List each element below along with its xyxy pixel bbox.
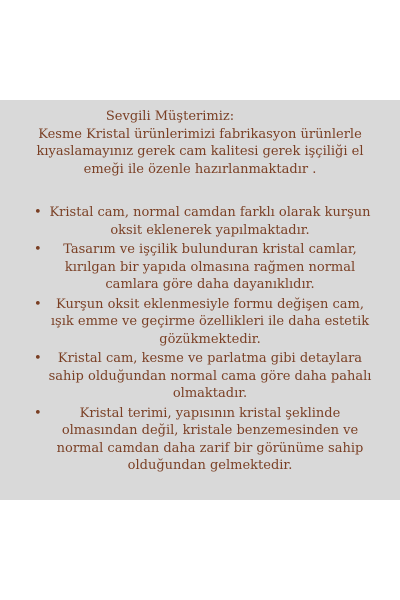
bullet-icon: •	[34, 205, 42, 220]
list-item	[0, 405, 400, 475]
bullet-text: Kristal terimi, yapısının kristal şeklinde olmasından değil, kristale benzemesinden ve normal camdan daha zarif bir görünüme sahip olduğundan gelmektedir.	[56, 405, 364, 473]
intro-block	[0, 108, 400, 178]
bullet-text: Kristal cam, kesme ve parlatma gibi detaylara sahip olduğundan normal cama göre daha pahalı olmaktadır.	[48, 351, 372, 401]
list-item	[0, 241, 400, 294]
bullet-text: Kurşun oksit eklenmesiyle formu değişen cam, ışık emme ve geçirme özellikleri ile daha estetik gözükmektedir.	[50, 296, 370, 347]
list-item	[0, 350, 400, 403]
bullet-list	[0, 204, 400, 477]
bullet-icon: •	[34, 242, 42, 257]
bullet-icon: •	[34, 296, 42, 312]
intro-text: Kesme Kristal ürünlerimizi fabrikasyon ürünlerle kıyaslamayınız gerek cam kalitesi gerek işçiliği el emeği ile özenle hazırlanmaktadır .	[36, 126, 364, 177]
bullet-icon: •	[34, 405, 42, 421]
bullet-text: Kristal cam, normal camdan farklı olarak kurşun oksit eklenerek yapılmaktadır.	[49, 205, 371, 238]
list-item	[0, 296, 400, 349]
info-card	[0, 100, 400, 500]
list-item	[0, 204, 400, 239]
bullet-text: Tasarım ve işçilik bulunduran kristal camlar, kırılgan bir yapıda olmasına rağmen normal camlara göre daha dayanıklıdır.	[63, 242, 357, 292]
bullet-icon: •	[34, 351, 42, 366]
greeting-text: Sevgili Müşterimiz:	[105, 109, 235, 124]
